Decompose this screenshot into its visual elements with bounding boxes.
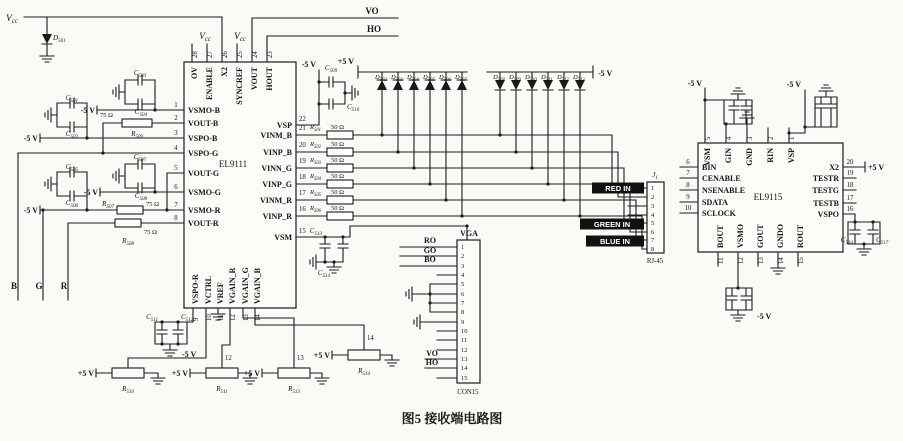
cap-label: $C_{505}$ [65,163,78,173]
pin-num: 6 [174,184,178,191]
red-in-tag [592,183,644,194]
pin-num: 3 [174,130,178,137]
pin-num: 17 [299,190,306,197]
resistor-label: $R_{514}$ [358,367,370,377]
pin-label: TESTR [812,174,839,183]
pin-num: 1 [461,244,465,251]
pin-label: VINN_G [261,164,292,173]
j1-title: $J_1$ [652,171,658,181]
potentiometer-r510 [112,368,144,378]
cap-pair-c507-c508 [113,159,155,193]
resistor-r506 [327,212,353,220]
resistor-label: $R_{506}$ [310,205,321,214]
pin-num: 7 [461,300,465,307]
ground-icon [406,287,412,301]
pin-label: VOUT-B [188,119,219,128]
pin-num: 3 [651,203,655,210]
pin-num: 2 [651,194,655,201]
cap-label: $C_{503}$ [133,69,146,79]
pin-label: VOUT [250,67,259,90]
pos5v-label: +5 V [313,351,330,360]
ho-label: HO [425,358,439,367]
diode-label: $D_{505}$ [423,74,435,83]
pin-label: GNDO [776,224,785,248]
pin-num: 5 [705,136,712,140]
cap-label: $C_{513}$ [309,227,322,237]
pin-num: 20 [299,142,306,149]
resistor-value: 75 Ω [100,112,113,119]
capacitor-icon [338,244,348,248]
neg5v-label: -5 V [23,206,38,215]
wire-label-12: 12 [225,355,232,362]
vga-connector [400,240,480,383]
pin-label: VGAIN_B [253,267,262,304]
vga-title: VGA [460,229,478,238]
ground-icon [819,85,833,91]
pin-label: VSMO-B [188,106,220,115]
ground-icon [163,350,177,356]
neg5v-label: -5 V [182,350,197,359]
resistor-label: $R_{509}$ [131,130,143,140]
ground-icon [113,169,119,183]
capacitor-icon [868,230,878,234]
ground-icon [327,267,341,273]
pin-num: 6 [686,159,690,166]
ground-icon [310,255,316,269]
pin-num: 18 [299,174,306,181]
capacitor-icon [173,330,183,334]
pin-num: 4 [461,272,465,279]
pin-label: VINM_B [260,131,292,140]
pin-num: 22 [299,116,306,123]
pin-num: 27 [207,51,214,58]
pin-label: VOUT-R [188,219,219,228]
capacitor-icon [320,244,330,248]
rj45-body [647,182,664,253]
ground-icon [315,378,329,384]
pin-label: VSPO-R [191,274,200,304]
potentiometer-r511 [206,368,238,378]
diode-label: $D_{512}$ [557,74,569,83]
diode-label: $D_{506}$ [439,74,451,83]
cap-label: $C_{516}$ [840,236,853,246]
capacitor-icon [329,99,333,109]
cap-label: $C_{508}$ [134,192,147,202]
pin-label: VSPO-G [188,149,219,158]
cap-pair-c503-c504 [113,75,155,110]
cap-label: $C_{512}$ [181,313,194,323]
capacitor-icon [70,191,74,201]
pin-label: GIN [724,148,733,164]
pin-label: CENABLE [702,174,741,183]
pin-label: GND [745,148,754,166]
diode-label: $D_{511}$ [541,74,553,83]
pos5v-label: +5 V [77,369,94,378]
ground-icon [40,56,54,62]
resistor-r507 [117,206,143,214]
pin-num: 4 [174,145,178,152]
pin-num: 3 [747,136,754,140]
resistor-value: 50 Ω [331,141,344,148]
pin-num: 13 [461,356,468,363]
resistor-r509 [122,119,152,127]
pin-num: 23 [267,51,274,58]
cap-label: $C_{506}$ [65,199,78,209]
ground-icon [731,88,745,94]
diode-label: $D_{508}$ [493,74,505,83]
ground-icon [151,378,165,384]
pin-num: 5 [651,220,655,227]
pin-label: TESTG [812,186,839,195]
pin-label: ROUT [796,224,805,248]
pin-num: 19 [299,158,306,165]
el9115-part-number: EL9115 [753,192,783,202]
pin-num: 7 [651,237,655,244]
pin-label: X2 [829,163,839,172]
pin-num: 25 [237,51,244,58]
resistor-value: 50 Ω [331,124,344,131]
ground-icon [243,378,257,384]
pin-label: VINP_G [262,180,292,189]
capacitor-icon [741,296,751,300]
pin-label: BOUT [716,225,725,248]
pin-num: 16 [299,206,306,213]
pin-label: VREF [216,282,225,304]
diode-label: $D_{504}$ [407,74,419,83]
ground-icon [731,315,745,321]
cap-label: $C_{507}$ [133,153,146,163]
resistor-value: 50 Ω [331,157,344,164]
wire-label-13: 13 [297,355,304,362]
ground-icon [857,249,871,255]
neg5v-label: -5 V [598,69,613,78]
vga-footer: CON15 [457,389,479,396]
green-in-label: GREEN IN [593,220,631,229]
pin-label: VSMO-R [188,206,221,215]
pos5v-label: +5 V [337,57,354,66]
neg5v-label: -5 V [23,134,38,143]
pin-num: 15 [299,228,306,235]
potentiometer-r514 [348,350,380,360]
diode-clamp-rows [377,66,593,216]
pin-label: VSPO-B [188,134,218,143]
cap-label: $C_{509}$ [324,64,338,74]
pin-num: 10 [461,328,468,335]
pin-num: 7 [174,202,178,209]
pin-label: VINP_R [262,212,292,221]
pin-num: 9 [461,319,465,326]
pos5v-label: +5 V [243,369,260,378]
resistor-label: $R_{504}$ [310,173,321,182]
pin-num: 14 [461,365,468,372]
pin-num: 7 [686,170,690,177]
pin-label: VINP_B [263,148,292,157]
diode-label: $D_{509}$ [509,74,521,83]
ho-net-label: HO [366,24,382,34]
pin-label: GOUT [756,224,765,248]
go-label: GO [423,246,437,255]
pin-num: 15 [461,375,468,382]
pin-label: VSP [787,148,796,164]
pin-num: 8 [686,182,690,189]
pin-label: OV [190,67,199,79]
pin-label: VSMO [736,224,745,248]
pin-label: TESTB [813,199,839,208]
pin-num: 9 [686,194,690,201]
resistor-label: $R_{508}$ [122,237,134,247]
pin-num: 6 [461,291,465,298]
cap-label: $C_{511}$ [146,313,158,323]
pin-label: VCTRL [204,275,213,304]
pin-num: 12 [461,347,468,354]
ground-icon [352,86,358,100]
j1-footer: RJ-45 [646,258,664,265]
cap-label: $C_{514}$ [317,269,330,279]
pin-num: 10 [684,205,692,212]
cap-label: $C_{510}$ [347,103,360,113]
pin-num: 9 [193,317,200,321]
capacitor-icon [826,104,836,108]
diode-label: $D_{513}$ [573,74,585,83]
pin-num: 1 [789,136,796,140]
pin-num: 4 [726,136,733,140]
green-in-tag [580,219,644,230]
resistor-value: 75 Ω [146,201,159,208]
pin-num: 2 [174,115,178,122]
neg5v-label: -5 V [80,106,95,115]
resistor-r505 [327,196,353,204]
resistor-r501 [327,131,353,139]
pin-num: 1 [174,102,178,109]
capacitor-icon [329,77,333,87]
pin-label: VSPO [817,210,839,219]
cap-label: $C_{504}$ [134,108,147,118]
pin-label: SCLOCK [702,209,736,218]
pos5v-label: +5 V [171,369,188,378]
pin-num: 14 [255,314,262,321]
pin-num: 17 [846,195,854,202]
resistor-label: $R_{510}$ [122,385,134,395]
pin-num: 11 [218,314,225,321]
pin-label: BIN [702,163,717,172]
pin-label: VGAIN_G [241,267,250,304]
pin-num: 4 [651,212,655,219]
resistor-label: $R_{507}$ [102,200,114,210]
cap-label: $C_{502}$ [65,130,78,140]
resistor-value: 50 Ω [331,173,344,180]
pin-num: 11 [718,257,725,264]
vcc-label: Vcc [6,14,18,25]
capacitor-icon [727,296,737,300]
diode-label: $D_{507}$ [455,74,467,83]
wire-label-14: 14 [367,335,374,342]
diode-label: $D_{502}$ [375,74,387,83]
ground-icon [45,108,51,122]
pin-num: 16 [846,206,854,213]
cap-label: $C_{517}$ [876,236,889,246]
pin-label: SYNCREF [235,67,244,105]
pin-num: 10 [206,314,213,321]
diode-label: $D_{503}$ [391,74,403,83]
ground-icon [113,85,119,99]
resistor-r504 [327,180,353,188]
pin-num: 2 [768,136,775,140]
pin-num: 18 [846,182,854,189]
pin-num: 12 [230,314,237,321]
red-in-label: RED IN [605,184,631,193]
pin-num: 15 [798,257,805,264]
pin-num: 8 [174,215,178,222]
neg5v-label: -5 V [301,60,316,69]
capacitor-icon [729,106,739,110]
capacitor-icon [850,230,860,234]
vcc-label: Vcc [234,32,246,43]
pin-label: NSENABLE [702,186,746,195]
cap-label: $C_{501}$ [65,94,78,104]
pin-num: 11 [461,337,468,344]
r-input-label: R [60,281,68,291]
pos5v-label: +5 V [868,163,885,172]
pin-label: VOUT-G [188,169,220,178]
g-input-label: G [35,281,43,291]
resistor-r508 [115,219,141,227]
potentiometer-r513 [278,368,310,378]
resistor-value: 75 Ω [144,229,157,236]
capacitor-icon [157,330,167,334]
pin-label: RIN [766,148,775,163]
resistor-label: $R_{502}$ [310,141,321,150]
pin-label: VSP [276,121,292,130]
pin-num: 26 [222,51,229,58]
pin-num: 12 [738,257,745,264]
diode-label: $D_{501}$ [53,34,66,44]
blue-in-label: BLUE IN [600,237,630,246]
pin-num: 5 [461,281,465,288]
vo-label: VO [426,349,438,358]
bo-label: BO [424,255,436,264]
pin-num: 20 [846,159,854,166]
diode-label: $D_{510}$ [525,74,537,83]
resistor-r502 [327,148,353,156]
resistor-label: $R_{513}$ [288,385,300,395]
ground-icon [414,315,420,329]
pin-num: 19 [846,170,854,177]
pin-label: VINM_R [260,196,292,205]
pin-num: 24 [252,51,259,58]
blue-in-tag [586,236,644,247]
resistor-label: $R_{503}$ [310,157,321,166]
pin-label: ENABLE [205,67,214,100]
resistor-r503 [327,164,353,172]
pin-num: 8 [461,309,465,316]
pin-num: 14 [778,257,785,264]
neg5v-label: -5 V [687,79,702,88]
capacitor-icon [741,106,751,110]
resistor-value: 50 Ω [331,205,344,212]
ro-label: RO [424,236,436,245]
ground-icon [385,360,399,366]
pin-num: 21 [299,125,306,132]
b-input-label: B [10,281,18,291]
resistor-label: $R_{505}$ [310,189,321,198]
resistor-label: $R_{501}$ [310,124,321,133]
pin-label: VGAIN_R [228,267,237,304]
neg5v-label: -5 V [83,188,98,197]
vcc-label: Vcc [199,32,211,43]
pin-label: X2 [220,67,229,77]
neg5v-label: -5 V [757,312,772,321]
ground-icon [771,268,785,274]
pin-label: HOUT [265,67,274,91]
vo-net-label: VO [365,6,379,16]
pin-num: 6 [651,229,655,236]
pin-num: 13 [758,257,765,264]
pin-label: SDATA [702,198,728,207]
resistor-label: $R_{511}$ [216,385,228,395]
neg5v-label: -5 V [786,80,801,89]
pin-num: 13 [243,314,250,321]
pin-num: 2 [461,253,465,260]
el9111-part-number: EL9111 [218,159,248,169]
diode-icon [42,26,52,52]
resistor-value: 50 Ω [331,189,344,196]
pin-num: 1 [651,185,655,192]
pin-num: 28 [192,51,199,58]
capacitor-icon [816,104,826,108]
capacitor-icon [70,122,74,132]
figure-caption: 图5 接收端电路图 [401,411,503,426]
ground-icon [45,177,51,191]
pin-num: 3 [461,263,465,270]
pin-label: VSM [274,233,292,242]
wires-u1-left [18,106,184,300]
pin-label: VSMO-G [188,188,221,197]
pin-num: 5 [174,165,178,172]
pin-label: VSM [703,148,712,166]
pin-num: 8 [651,246,655,253]
